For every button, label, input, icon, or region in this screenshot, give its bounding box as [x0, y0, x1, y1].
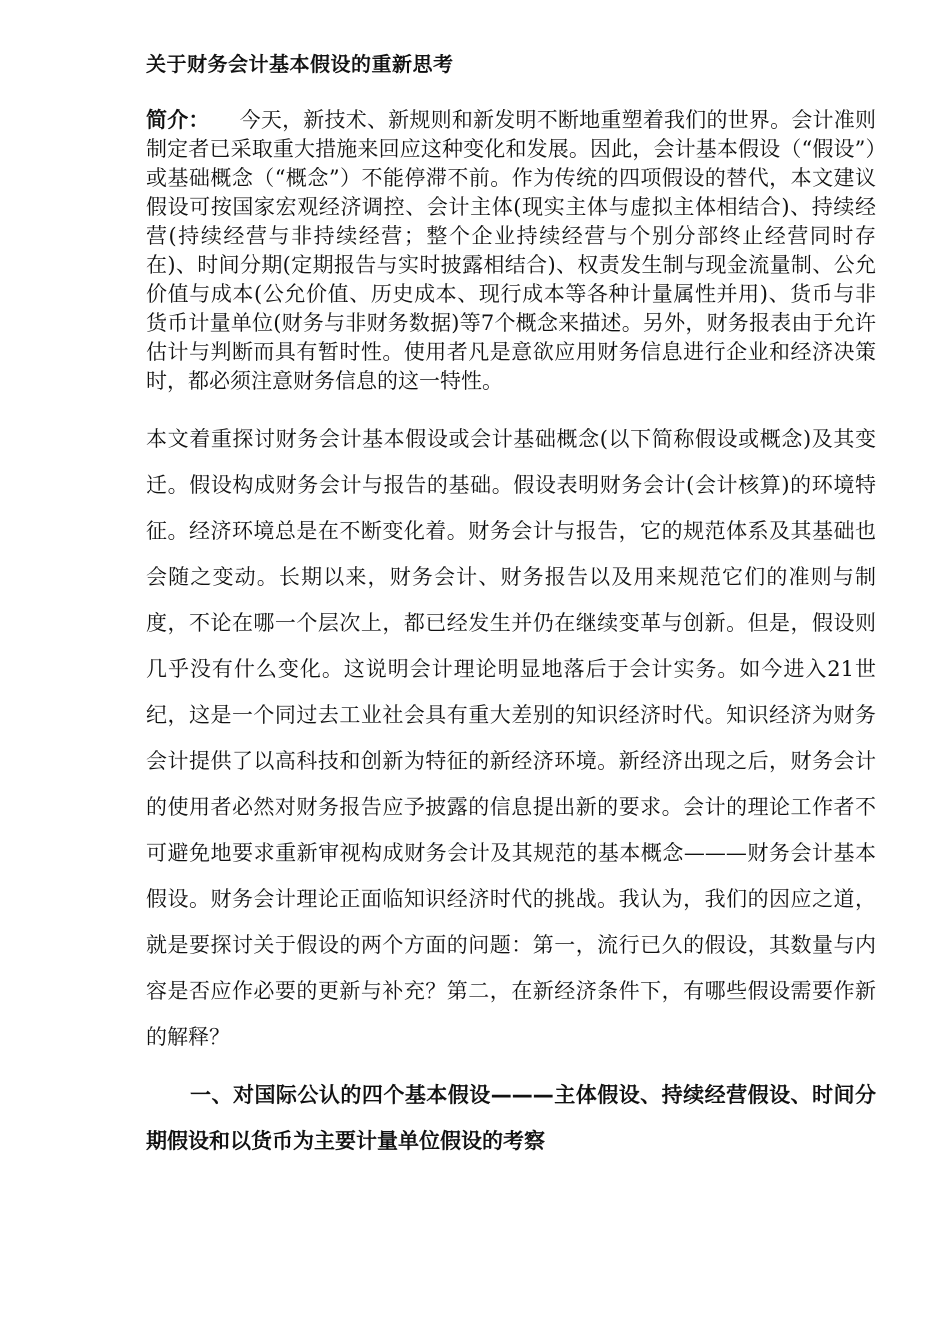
abstract-paragraph [146, 106, 876, 396]
document-title: 关于财务会计基本假设的重新思考 [146, 52, 454, 76]
abstract-text: 今天，新技术、新规则和新发明不断地重塑着我们的世界。会计准则制定者已采取重大措施来回应这种变化和发展。因此，会计基本假设（“假设”）或基础概念（“概念”）不能停滞不前。作为传统的四项假设的替代，本文建议假设可按国家宏观经济调控、会计主体(现实主体与虚拟主体相结合)、持续经营(持续经营与非持续经营；整个企业持续经营与个别分部终止经营同时存在)、时间分期(定期报告与实时披露相结合)、权责发生制与现金流量制、公允价值与成本(公允价值、历史成本、现行成本等各种计量属性并用)、货币与非货币计量单位(财务与非财务数据)等7个概念来描述。另外，财务报表由于允许估计与判断而具有暂时性。使用者凡是意欲应用财务信息进行企业和经济决策时，都必须注意财务信息的这一特性。 [146, 108, 876, 393]
abstract-label: 简介： [146, 108, 210, 132]
body-paragraph: 本文着重探讨财务会计基本假设或会计基础概念(以下简称假设或概念)及其变迁。假设构成财务会计与报告的基础。假设表明财务会计(会计核算)的环境特征。经济环境总是在不断变化着。财务会计与报告，它的规范体系及其基础也会随之变动。长期以来，财务会计、财务报告以及用来规范它们的准则与制度，不论在哪一个层次上，都已经发生并仍在继续变革与创新。但是，假设则几乎没有什么变化。这说明会计理论明显地落后于会计实务。如今进入21世纪，这是一个同过去工业社会具有重大差别的知识经济时代。知识经济为财务会计提供了以高科技和创新为特征的新经济环境。新经济出现之后，财务会计的使用者必然对财务报告应予披露的信息提出新的要求。会计的理论工作者不可避免地要求重新审视构成财务会计及其规范的基本概念———财务会计基本假设。财务会计理论正面临知识经济时代的挑战。我认为，我们的因应之道，就是要探讨关于假设的两个方面的问题：第一，流行已久的假设，其数量与内容是否应作必要的更新与补充？第二，在新经济条件下，有哪些假设需要作新的解释？ [146, 427, 876, 1049]
section-heading: 一、对国际公认的四个基本假设———主体假设、持续经营假设、时间分期假设和以货币为主要计量单位假设的考察 [146, 1083, 876, 1153]
document-page [146, 50, 876, 1164]
